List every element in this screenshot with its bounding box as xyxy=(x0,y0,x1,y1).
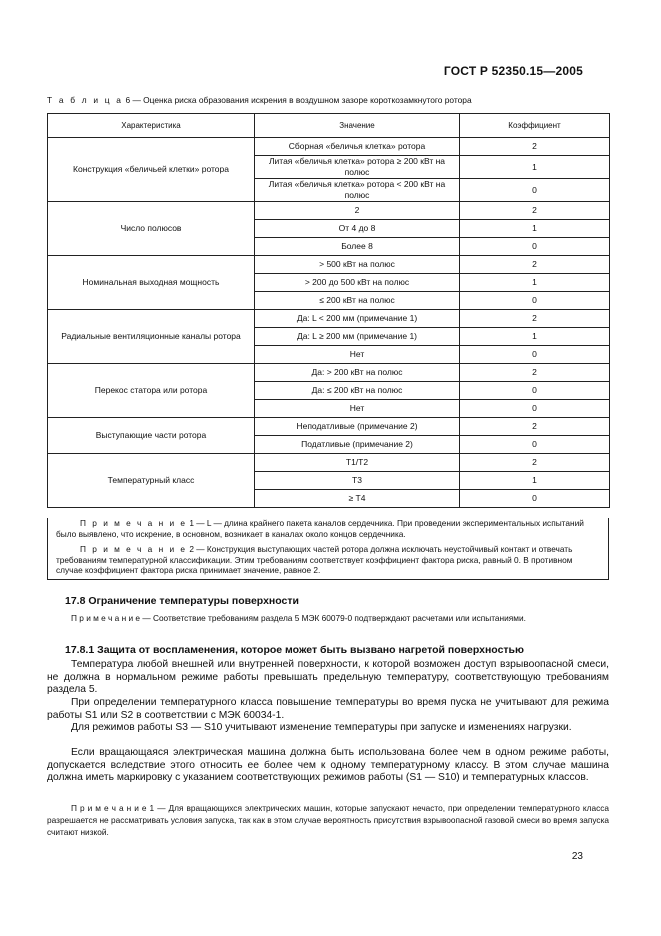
coefficient-cell: 0 xyxy=(460,400,610,418)
value-cell: Т3 xyxy=(255,472,460,490)
note-label: П р и м е ч а н и е xyxy=(80,518,188,528)
value-cell: Да: > 200 кВт на полюс xyxy=(255,364,460,382)
coefficient-cell: 2 xyxy=(460,310,610,328)
table-header-row xyxy=(48,114,610,138)
coefficient-cell: 2 xyxy=(460,364,610,382)
table-row xyxy=(48,364,610,382)
table-row xyxy=(48,202,610,220)
value-cell: ≥ Т4 xyxy=(255,490,460,508)
characteristic-cell: Перекос статора или ротора xyxy=(48,364,255,418)
note-text: — Соответствие требованиям раздела 5 МЭК 60079-0 подтверждают расчетами или испытаниями. xyxy=(140,613,526,623)
table-row xyxy=(48,256,610,274)
note-label: П р и м е ч а н и е xyxy=(71,613,141,623)
coefficient-cell: 1 xyxy=(460,156,610,179)
characteristic-cell: Номинальная выходная мощность xyxy=(48,256,255,310)
note-label: П р и м е ч а н и е 1 xyxy=(71,803,155,813)
value-cell: Литая «беличья клетка» ротора < 200 кВт на полюс xyxy=(255,179,460,202)
risk-table xyxy=(47,113,610,508)
coefficient-cell: 2 xyxy=(460,418,610,436)
table-caption xyxy=(47,95,472,105)
value-cell: > 200 до 500 кВт на полюс xyxy=(255,274,460,292)
table-row xyxy=(48,418,610,436)
coefficient-cell: 0 xyxy=(460,179,610,202)
value-cell: Более 8 xyxy=(255,238,460,256)
coefficient-cell: 1 xyxy=(460,472,610,490)
subsection-heading: 17.8.1 Защита от воспламенения, которое может быть вызвано нагретой поверхностью xyxy=(65,644,524,656)
value-cell: Литая «беличья клетка» ротора ≥ 200 кВт на полюс xyxy=(255,156,460,179)
value-cell: Да: L < 200 мм (примечание 1) xyxy=(255,310,460,328)
table-row xyxy=(48,310,610,328)
value-cell: Нет xyxy=(255,346,460,364)
table-note xyxy=(56,544,600,576)
column-header: Характеристика xyxy=(48,114,255,138)
body-paragraph: Если вращающаяся электрическая машина должна быть использована более чем в одном режиме работы, допускается вследствие этого относить ее более чем к одному температурному классу. В этом случае машина должна иметь маркировку с указанием соответствующих режимов работы (S1 — S10) и температурных классов. xyxy=(47,747,609,783)
note-text: — Для вращающихся электрических машин, которые запускают нечасто, при определении температурного класса разрешается не рассматривать условия запуска, так как в этом случае вероятность присутствия взрывоопасной газовой смеси во время запуска считают низкой. xyxy=(47,803,609,837)
coefficient-cell: 0 xyxy=(460,346,610,364)
table-caption-text: 6 — Оценка риска образования искрения в воздушном зазоре короткозамкнутого ротора xyxy=(125,95,472,105)
coefficient-cell: 0 xyxy=(460,292,610,310)
note-text: 2 — Конструкция выступающих частей ротора должна исключать неустойчивый контакт и отвечать требованиям температурной классификации. Этим требованиям соответствует коэффициент фактора риска, равный 0. В противном случае коэффициент фактора риска принимает значение, равное 2. xyxy=(56,544,573,575)
coefficient-cell: 0 xyxy=(460,382,610,400)
value-cell: От 4 до 8 xyxy=(255,220,460,238)
body-paragraph: При определении температурного класса повышение температуры во время пуска не учитывают для режима работы S1 или S2 в соответствии с МЭК 60034-1. xyxy=(47,697,609,721)
value-cell: Податливые (примечание 2) xyxy=(255,436,460,454)
coefficient-cell: 0 xyxy=(460,238,610,256)
coefficient-cell: 2 xyxy=(460,138,610,156)
coefficient-cell: 2 xyxy=(460,454,610,472)
standard-code: ГОСТ Р 52350.15—2005 xyxy=(443,64,583,78)
note-label: П р и м е ч а н и е xyxy=(80,544,188,554)
column-header: Коэффициент xyxy=(460,114,610,138)
table-row xyxy=(48,454,610,472)
section-note xyxy=(47,612,609,624)
coefficient-cell: 1 xyxy=(460,274,610,292)
note-text: 1 — L — длина крайнего пакета каналов сердечника. При проведении экспериментальных испытаний было выявлено, что искрение, в основном, возникает в каналах около концов сердечника. xyxy=(56,518,584,539)
coefficient-cell: 1 xyxy=(460,328,610,346)
characteristic-cell: Радиальные вентиляционные каналы ротора xyxy=(48,310,255,364)
table-notes xyxy=(47,518,609,580)
table-row xyxy=(48,138,610,156)
value-cell: Нет xyxy=(255,400,460,418)
table-caption-label: Т а б л и ц а xyxy=(47,95,124,105)
value-cell: Да: ≤ 200 кВт на полюс xyxy=(255,382,460,400)
column-header: Значение xyxy=(255,114,460,138)
value-cell: ≤ 200 кВт на полюс xyxy=(255,292,460,310)
characteristic-cell: Конструкция «беличьей клетки» ротора xyxy=(48,138,255,202)
body-paragraph: Температура любой внешней или внутренней поверхности, к которой возможен доступ взрывоопасной смеси, не должна в нормальном режиме работы превышать предельную температуру, соответствующую требованиям раздела 5. xyxy=(47,659,609,695)
characteristic-cell: Выступающие части ротора xyxy=(48,418,255,454)
coefficient-cell: 2 xyxy=(460,202,610,220)
coefficient-cell: 0 xyxy=(460,436,610,454)
section-heading: 17.8 Ограничение температуры поверхности xyxy=(65,595,299,607)
value-cell: > 500 кВт на полюс xyxy=(255,256,460,274)
coefficient-cell: 1 xyxy=(460,220,610,238)
characteristic-cell: Число полюсов xyxy=(48,202,255,256)
coefficient-cell: 2 xyxy=(460,256,610,274)
value-cell: Да: L ≥ 200 мм (примечание 1) xyxy=(255,328,460,346)
page-number: 23 xyxy=(571,851,583,862)
characteristic-cell: Температурный класс xyxy=(48,454,255,508)
table-note xyxy=(56,518,600,539)
value-cell: 2 xyxy=(255,202,460,220)
value-cell: Т1/Т2 xyxy=(255,454,460,472)
value-cell: Сборная «беличья клетка» ротора xyxy=(255,138,460,156)
coefficient-cell: 0 xyxy=(460,490,610,508)
section-note xyxy=(47,802,609,838)
body-paragraph: Для режимов работы S3 — S10 учитывают изменение температуры при запуске и изменениях нагрузки. xyxy=(71,722,572,733)
value-cell: Неподатливые (примечание 2) xyxy=(255,418,460,436)
table-body xyxy=(48,138,610,508)
